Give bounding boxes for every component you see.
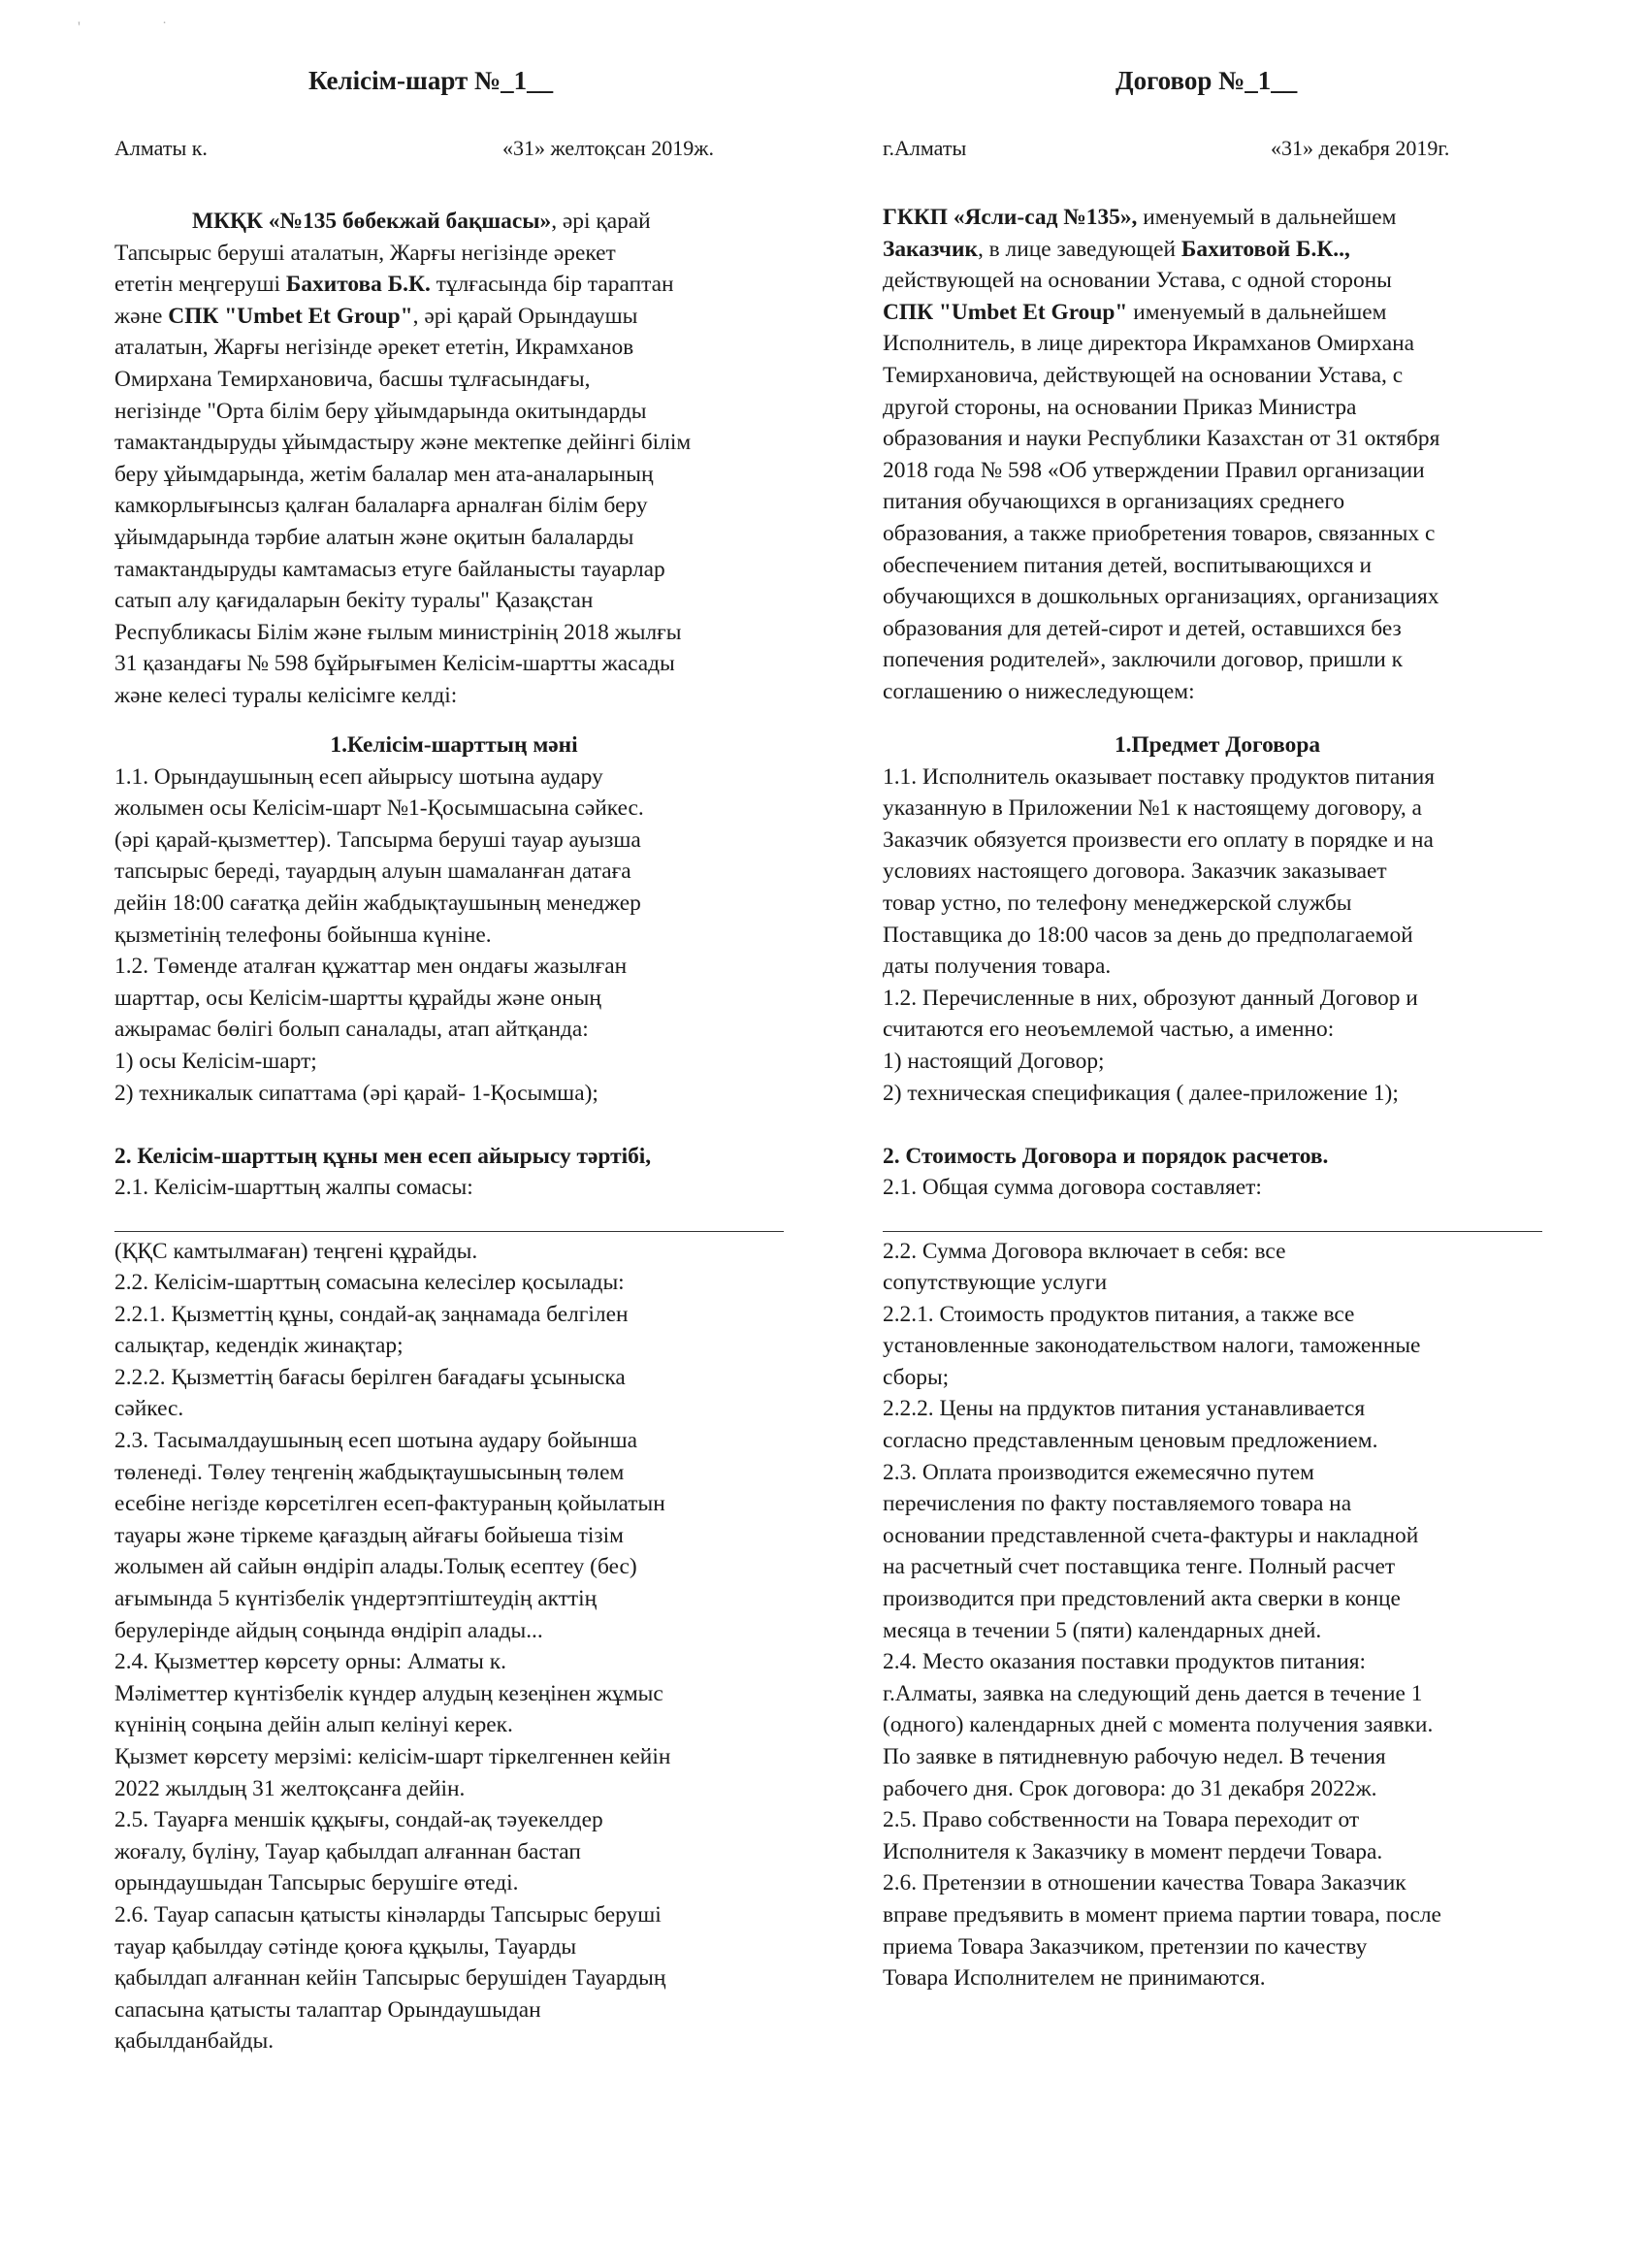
text-line: жолымен ай сайын өндіріп алады.Толық есептеу (бес) [114,1554,637,1580]
text-run: негізінде "Орта білім беру ұйымдарында окитындарды [114,398,647,424]
text-line [114,301,793,333]
text-line [883,265,1552,297]
text-line: 1.2. Перечисленные в них, оброзуют данный Договор и [883,985,1418,1011]
text-line: Заказчик обязуется произвести его оплату в порядке и на [883,826,1434,853]
text-run: питания обучающихся в организациях среднего [883,489,1345,515]
text-line: ағымында 5 күнтізбелік үндертэптіштеудің акттің [114,1586,598,1612]
text-line [883,423,1552,455]
text-line: на расчетный счет поставщика тенге. Полный расчет [883,1554,1396,1580]
ru-section2-body [883,1236,1552,1994]
text-line [114,554,793,586]
text-line [883,297,1552,329]
kz-section2-heading: 2. Келісім-шарттың құны мен есеп айырысу тәртібі, [114,1143,652,1169]
text-line: указанную в Приложении №1 к настоящему договору, а [883,795,1422,822]
text-line: 2.4. Место оказания поставки продуктов питания: [883,1649,1367,1675]
ru-section2-heading: 2. Стоимость Договора и порядок расчетов. [883,1143,1329,1169]
text-line [114,585,793,617]
text-line [883,486,1552,518]
text-line: 2.2. Сумма Договора включает в себя: все [883,1238,1286,1264]
text-line: 2.3. Тасымалдаушының есеп шотына аудару бойынша [114,1428,637,1454]
text-run: обеспечением питания детей, воспитывающихся и [883,552,1372,578]
bold-text: Бахитовой Б.К.., [1180,236,1350,262]
spacer [883,1109,1552,1141]
text-line: месяца в течении 5 (пяти) календарных дней. [883,1617,1322,1643]
bold-text: СПК "Umbet Et Group" [883,299,1128,325]
text-line: рабочего дня. Срок договора: до 31 декабря 2022ж. [883,1775,1377,1801]
ru-title: Договор №_1__ [1116,66,1298,95]
text-run: тамактандыруды ұйымдастыру және мектепке дейінгі білім [114,430,692,456]
text-line [883,676,1552,708]
text-line: вправе предъявить в момент приема партии товара, после [883,1901,1441,1928]
text-line: Товара Исполнителем не принимаются. [883,1965,1266,1992]
text-run: Омирхана Темирхановича, басшы тұлғасындағы, [114,366,591,392]
text-line [114,269,793,301]
kz-section1-heading: 1.Келісім-шарттың мәні [330,732,578,758]
text-run: сатып алу қағидаларын бекіту туралы" Қазақстан [114,588,594,614]
text-line [883,644,1552,676]
text-run: Тапсырыс беруші аталатын, Жарғы негізінде әрекет [114,240,616,266]
text-run: именуемый в дальнейшем [1137,205,1397,230]
ru-sum-blank-line [883,1204,1552,1236]
text-run: образования и науки Республики Казахстан от 31 октября [883,426,1440,452]
ru-date: «31» декабря 2019г. [1271,136,1450,160]
bold-text: ГККП «Ясли-сад №135», [883,205,1138,230]
text-line [883,360,1552,392]
text-line: (әрі қарай-қызметтер). Тапсырма беруші тауар ауызша [114,826,641,853]
text-line: основании представленной счета-фактуры и накладной [883,1522,1419,1548]
text-run: Республикасы Білім және ғылым министрінің 2018 жылғы [114,619,682,645]
text-line: 2.6. Тауар сапасын қатысты кінәларды Тапсырыс беруші [114,1901,662,1928]
text-run: ұйымдарында тәрбие алатын және оқитын балаларды [114,524,634,550]
text-line: тауар қабылдау сәтінде қоюға құқылы, Тауарды [114,1933,577,1960]
text-line [883,455,1552,487]
text-line: жоғалу, бүліну, Тауар қабылдап алғаннан бастап [114,1838,581,1864]
kz-title: Келісім-шарт №_1__ [308,66,554,95]
text-line: согласно представленным ценовым предложением. [883,1428,1378,1454]
bold-text: СПК "Umbet Et Group" [168,303,413,329]
text-line [114,332,793,364]
text-line: Исполнителя к Заказчику в момент пердечи Товара. [883,1838,1383,1864]
text-line: (одного) календарных дней с момента получения заявки. [883,1712,1434,1738]
ru-clause-2-1: 2.1. Общая сумма договора составляет: [883,1175,1262,1201]
text-line: тауары және тіркеме қағаздың айғағы бойыеша тізім [114,1522,624,1548]
text-line: жолымен осы Келісім-шарт №1-Қосымшасына сәйкес. [114,795,644,822]
text-line: 2.2.1. Стоимость продуктов питания, а также все [883,1301,1355,1327]
text-line [114,680,793,712]
text-run: , әрі қарай [551,209,651,234]
text-line: ажырамас бөлігі болып саналады, атап айтқанда: [114,1017,589,1043]
text-line: 2.2. Келісім-шарттың сомасына келесілер қосылады: [114,1270,625,1296]
bold-text: Заказчик [883,236,978,262]
text-line: 2.4. Қызметтер көрсету орны: Алматы к. [114,1649,506,1675]
text-run: аталатын, Жарғы негізінде әрекет ететін, Икрамханов [114,335,634,361]
text-line: сопутствующие услуги [883,1270,1108,1296]
ru-section1-body [883,761,1552,1110]
text-line: 1) настоящий Договор; [883,1048,1105,1074]
text-run: , әрі қарай Орындаушы [412,303,638,329]
text-line: 2.2.2. Цены на прдуктов питания устанавливается [883,1396,1366,1422]
text-line [883,202,1552,234]
kz-clause-2-1: 2.1. Келісім-шарттың жалпы сомасы: [114,1175,473,1201]
text-line: төленеді. Төлеу теңгенің жабдықтаушысының төлем [114,1459,625,1485]
text-line: производится при предстовлений акта сверки в конце [883,1586,1401,1612]
text-line: салықтар, кедендік жинақтар; [114,1333,404,1359]
text-line: считаются его неоъемлемой частью, а именно: [883,1017,1335,1043]
text-line: қызметінің телефоны бойынша күніне. [114,922,492,948]
text-run: Темирхановича, действующей на основании Устава, с [883,362,1404,388]
text-run: образования для детей-сирот и детей, оставшихся без [883,615,1402,641]
text-line [114,648,793,680]
spacer [114,1109,793,1141]
text-line: берулерінде айдың соңында өндіріп алады... [114,1617,543,1643]
ru-city: г.Алматы [883,136,967,160]
kz-section2-body [114,1236,793,2057]
text-run: действующей на основании Устава, с одной стороны [883,268,1392,294]
text-line: товар устно, по телефону менеджерской службы [883,890,1352,916]
kz-intro [114,206,793,712]
text-line: күнінің соңына дейін алып келінуі керек. [114,1712,513,1738]
text-run: 31 қазандағы № 598 бұйрығымен Келісім-шартты жасады [114,651,675,677]
ru-intro [883,202,1552,708]
text-line [883,328,1552,360]
text-line: 2.3. Оплата производится ежемесячно путем [883,1459,1314,1485]
text-line [114,617,793,649]
text-line: условиях настоящего договора. Заказчик заказывает [883,859,1387,885]
text-run: Исполнитель, в лице директора Икрамханов Омирхана [883,331,1415,357]
scan-specks: ' ˙ [78,19,207,36]
text-line: 2.6. Претензии в отношении качества Товара Заказчик [883,1870,1406,1896]
text-line [883,613,1552,645]
text-line: орындаушыдан Тапсырыс берушігe өтеді. [114,1870,519,1896]
text-line: шарттар, осы Келісім-шартты құрайды және оның [114,985,601,1011]
text-line: перечисления по факту поставляемого товара на [883,1491,1352,1517]
text-line: сборы; [883,1364,950,1390]
text-line [114,206,793,238]
text-line [114,459,793,491]
text-run: тамактандыруды камтамасыз етуге байланысты тауарлар [114,556,665,582]
text-line: По заявке в пятидневную рабочую недел. В течения [883,1744,1386,1769]
text-line: 1.1. Исполнитель оказывает поставку продуктов питания [883,763,1436,790]
text-line: қабылдап алғаннан кейін Тапсырыс берушіден Тауардың [114,1965,666,1992]
text-line: даты получения товара. [883,954,1112,980]
text-run: попечения родителей», заключили договор, пришли к [883,647,1403,673]
ru-section1-heading: 1.Предмет Договора [1114,732,1321,758]
text-run: обучающихся в дошкольных организациях, организациях [883,584,1439,610]
text-line: Қызмет көрсету мерзімі: келісім-шарт тіркелгеннен кейін [114,1744,671,1769]
text-line [883,518,1552,550]
text-line [114,522,793,554]
text-line [883,234,1552,266]
text-line [114,396,793,428]
text-line: 1.1. Орындаушының есеп айырысу шотына аудару [114,763,603,790]
text-line: Мәліметтер күнтізбелік күндер алудың кезеңінен жұмыс [114,1680,663,1706]
text-line: сапасына қатысты талаптар Орындаушыдан [114,1996,541,2023]
text-line: 2.5. Тауарға меншік құқығы, сондай-ақ тәуекелдер [114,1807,603,1833]
text-line: 1) осы Келісім-шарт; [114,1048,317,1074]
kz-sections [114,729,793,2057]
text-line: 2) техникалык сипаттама (әрі қарай- 1-Қосымша); [114,1080,598,1106]
kz-section1-body [114,761,793,1110]
text-line: дейін 18:00 сағатқа дейін жабдықтаушының менеджер [114,890,641,916]
ru-sections [883,729,1552,1994]
kz-sum-blank-line [114,1204,793,1236]
text-run: тұлғасында бір тараптан [430,272,674,298]
text-line: 2.2.2. Қызметтің бағасы берілген бағадағы ұсыныска [114,1364,626,1390]
text-line: 2022 жылдың 31 желтоқсанға дейін. [114,1775,466,1801]
text-run: , в лице заведующей [977,236,1181,262]
text-line: (ҚҚС камтылмаған) теңгені құрайды. [114,1238,478,1264]
text-line [114,238,793,270]
kz-date: «31» желтоқсан 2019ж. [502,136,714,160]
text-run: және [114,303,169,329]
text-line: 2.2.1. Қызметтің құны, сондай-ақ заңнамада белгілен [114,1301,629,1327]
text-line: есебіне негізде көрсетілген есеп-фактураның қойылатын [114,1491,665,1517]
text-line: 2.5. Право собственности на Товара переходит от [883,1807,1360,1833]
text-run: именуемый в дальнейшем [1127,299,1387,325]
text-line: установленные законодательством налоги, таможенные [883,1333,1421,1359]
bold-text: МКҚК «№135 бөбекжай бақшасы» [192,209,552,234]
text-run: соглашению о нижеследующем: [883,678,1195,704]
text-line: қабылданбайды. [114,2028,275,2055]
text-line [883,550,1552,582]
text-run: другой стороны, на основании Приказ Министра [883,394,1357,420]
text-line: тапсырыс береді, тауардың алуын шамаланған датаға [114,859,631,885]
text-line: сәйкес. [114,1396,184,1422]
text-line [883,392,1552,424]
text-line: 1.2. Төменде аталған құжаттар мен ондағы жазылған [114,954,628,980]
text-run: ететін меңгеруші [114,272,286,298]
text-line: приема Товара Заказчиком, претензии по качеству [883,1933,1368,1960]
text-run: камкорлығынсыз қалған балаларға арналған білім беру [114,493,648,519]
text-run: 2018 года № 598 «Об утверждении Правил организации [883,457,1425,483]
kz-city: Алматы к. [114,136,208,160]
text-line: 2) техническая спецификация ( далее-приложение 1); [883,1080,1399,1106]
text-run: образования, а также приобретения товаров, связанных с [883,520,1436,546]
text-line [114,490,793,522]
text-run: және келесі туралы келісімге келді: [114,682,458,708]
text-line [114,427,793,459]
text-run: беру ұйымдарында, жетім балалар мен ата-аналарының [114,461,654,487]
text-line: г.Алматы, заявка на следующий день дается в течение 1 [883,1680,1423,1706]
text-line [114,364,793,396]
bold-text: Бахитова Б.К. [285,272,431,298]
text-line: Поставщика до 18:00 часов за день до предполагаемой [883,922,1413,948]
text-line [883,581,1552,613]
